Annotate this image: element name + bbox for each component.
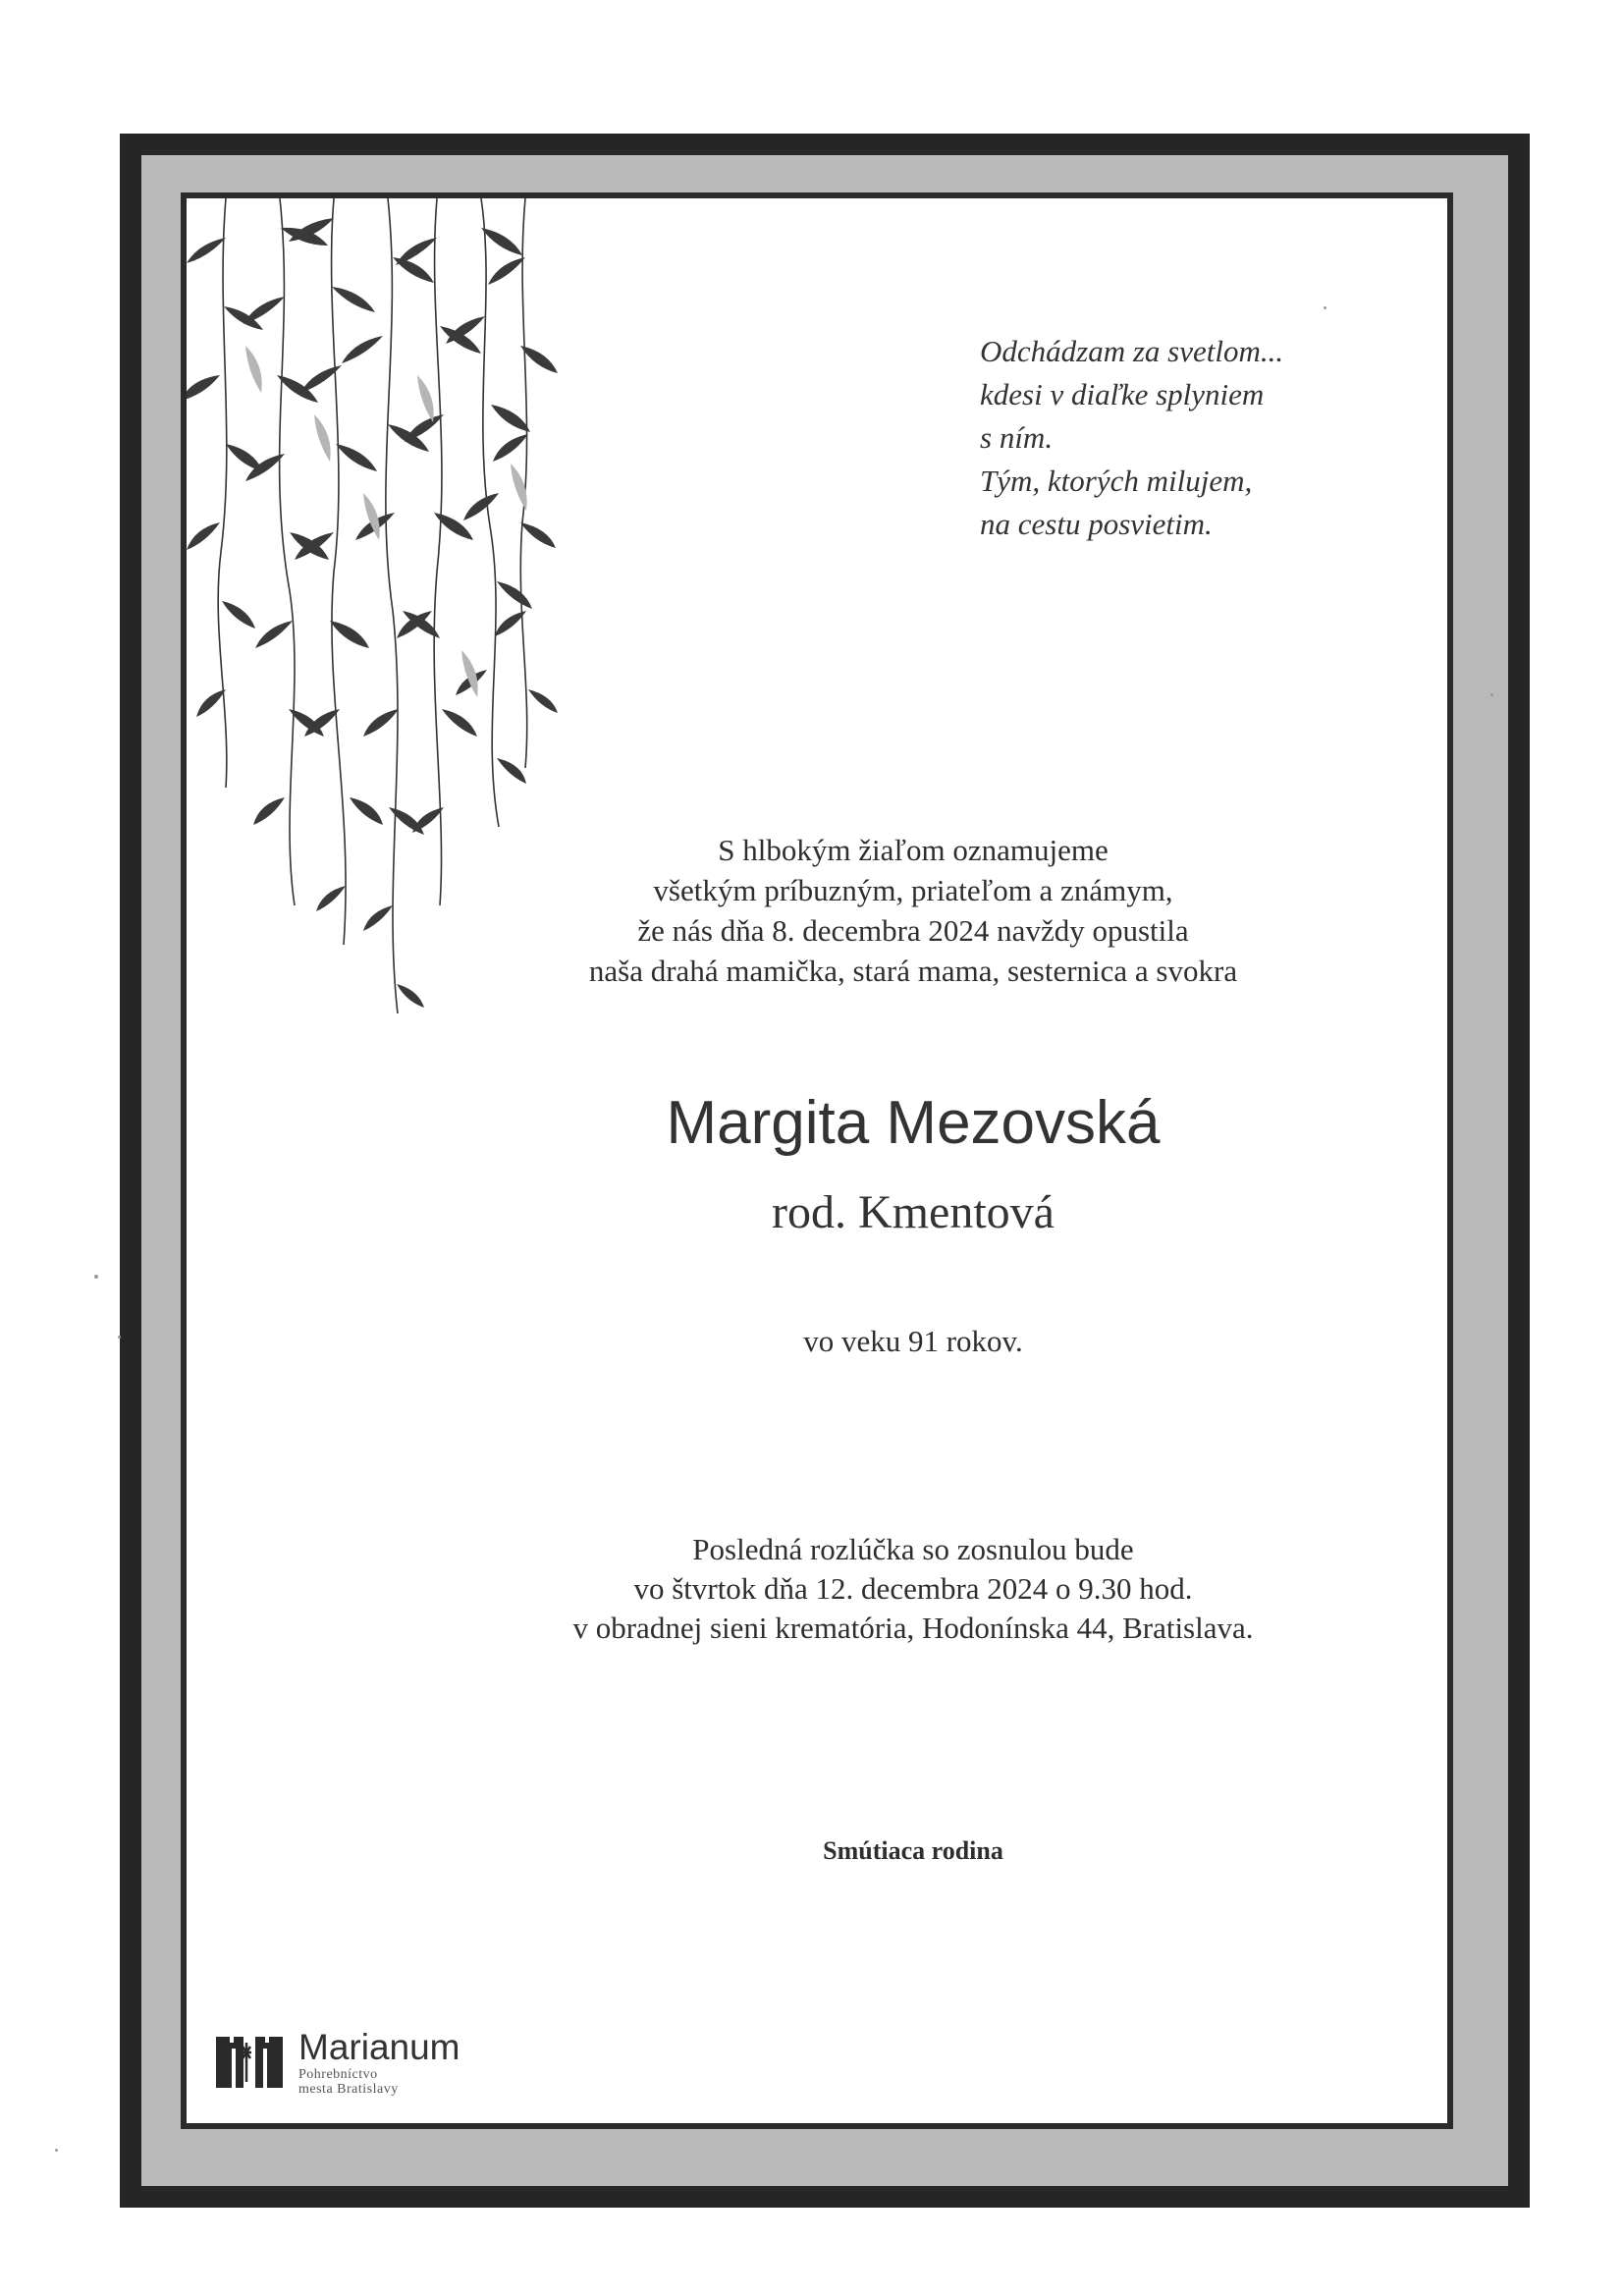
poem-verse: [980, 330, 1392, 546]
scan-speck: [118, 1336, 121, 1339]
poem-line: Odchádzam za svetlom...: [980, 334, 1284, 368]
funeral-line: v obradnej sieni krematória, Hodonínska 44, Bratislava.: [572, 1611, 1254, 1645]
announcement-line: všetkým príbuzným, priateľom a známym,: [653, 873, 1173, 907]
funeral-details: [412, 1530, 1414, 1648]
announcement-line: naša drahá mamička, stará mama, sesternica a svokra: [588, 954, 1238, 988]
announcement-line: S hlbokým žiaľom oznamujeme: [718, 833, 1109, 867]
announcement-text: [412, 830, 1414, 991]
funeral-line: vo štvrtok dňa 12. decembra 2024 o 9.30 hod.: [633, 1571, 1193, 1606]
deceased-name: Margita Mezovská: [666, 1089, 1161, 1157]
logo-subtitle: Pohrebníctvo: [298, 2067, 378, 2082]
family-signature: Smútiaca rodina: [823, 1836, 1003, 1865]
marianum-logo: [214, 2027, 509, 2098]
maiden-name: rod. Kmentová: [772, 1186, 1055, 1238]
funeral-line: Posledná rozlúčka so zosnulou bude: [692, 1532, 1134, 1566]
poem-line: Tým, ktorých milujem,: [980, 464, 1253, 498]
scan-speck: [1324, 306, 1326, 309]
scan-speck: [55, 2149, 58, 2152]
poem-line: kdesi v diaľke splyniem: [980, 377, 1265, 411]
age-text: vo veku 91 rokov.: [803, 1324, 1023, 1358]
poem-line: na cestu posvietim.: [980, 507, 1213, 541]
logo-subtitle: mesta Bratislavy: [298, 2082, 399, 2097]
announcement-line: že nás dňa 8. decembra 2024 navždy opustila: [637, 913, 1189, 948]
poem-line: s ním.: [980, 420, 1054, 455]
marianum-logo-mark-icon: [214, 2033, 289, 2092]
scan-speck: [1490, 693, 1493, 696]
logo-name: Marianum: [298, 2027, 460, 2067]
scan-speck: [94, 1275, 98, 1279]
